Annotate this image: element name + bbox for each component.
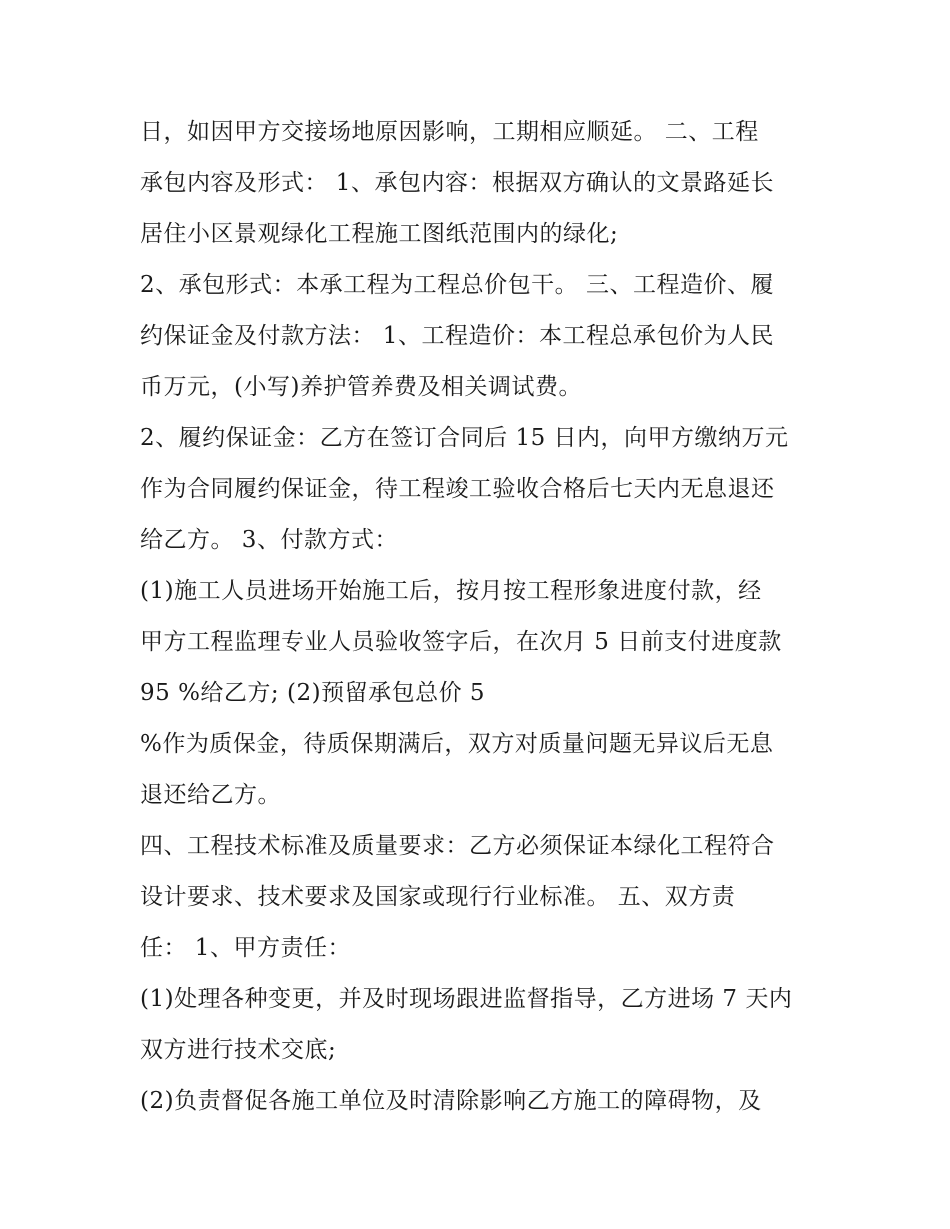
contract-text-body xyxy=(140,107,820,1127)
text-line: 任： 1、甲方责任： xyxy=(140,935,351,961)
text-line: 退还给乙方。 xyxy=(140,782,281,808)
text-line: 约保证金及付款方法： 1、工程造价：本工程总承包价为人民 xyxy=(140,323,774,349)
text-line: 作为合同履约保证金，待工程竣工验收合格后七天内无息退还 xyxy=(140,476,775,502)
text-line: 给乙方。 3、付款方式： xyxy=(140,527,398,553)
text-line: 甲方工程监理专业人员验收签字后，在次月 5 日前支付进度款 xyxy=(140,629,782,655)
text-line: 居住小区景观绿化工程施工图纸范围内的绿化; xyxy=(140,221,619,247)
text-line: 设计要求、技术要求及国家或现行行业标准。 五、双方责 xyxy=(140,884,736,910)
text-line: 2、承包形式：本承工程为工程总价包干。 三、工程造价、履 xyxy=(140,272,774,298)
text-line: 币万元，(小写)养护管养费及相关调试费。 xyxy=(140,374,582,400)
text-line: 95 %给乙方; (2)预留承包总价 5 xyxy=(140,680,486,706)
text-line: (1)处理各种变更，并及时现场跟进监督指导，乙方进场 7 天内 xyxy=(140,986,793,1012)
text-line: (1)施工人员进场开始施工后，按月按工程形象进度付款，经 xyxy=(140,578,762,604)
text-line: 双方进行技术交底; xyxy=(140,1037,337,1063)
text-line: 承包内容及形式： 1、承包内容：根据双方确认的文景路延长 xyxy=(140,170,774,196)
text-line: 四、工程技术标准及质量要求：乙方必须保证本绿化工程符合 xyxy=(140,833,775,859)
text-line: 2、履约保证金：乙方在签订合同后 15 日内，向甲方缴纳万元 xyxy=(140,425,789,451)
text-line: %作为质保金，待质保期满后，双方对质量问题无异议后无息 xyxy=(140,731,774,757)
text-line: (2)负责督促各施工单位及时清除影响乙方施工的障碍物，及 xyxy=(140,1088,762,1114)
text-line: 日，如因甲方交接场地原因影响，工期相应顺延。 二、工程 xyxy=(140,119,759,145)
